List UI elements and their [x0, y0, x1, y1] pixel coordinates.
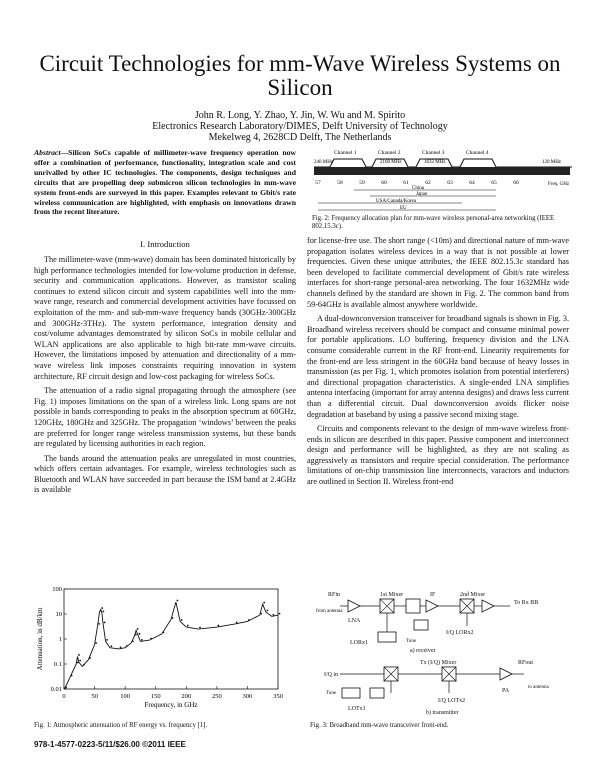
to-antenna-label: to antenna: [528, 685, 549, 690]
tune-label: Tune: [406, 639, 417, 644]
data-point: [236, 622, 238, 624]
y-tick-label: 100: [52, 586, 62, 593]
mixer2-label: 2nd Mixer: [460, 592, 486, 598]
x-tick-label: 200: [181, 693, 192, 700]
region-label: China: [412, 186, 424, 191]
x-tick-label: 50: [91, 693, 98, 700]
data-point: [65, 687, 67, 689]
data-point: [71, 675, 73, 677]
channel-label: Channel 1: [334, 150, 357, 156]
lo-vco-rx: [378, 632, 396, 642]
data-point: [78, 654, 80, 656]
data-point: [139, 633, 141, 635]
x-tick-label: 100: [120, 693, 131, 700]
channel-label: Channel 2: [378, 150, 401, 156]
freq-tick-label: 57: [315, 180, 321, 186]
lna-label: LNA: [348, 618, 361, 624]
data-point: [263, 602, 265, 604]
paragraph: The attenuation of a radio signal propagating through the atmosphere (see Fig. 1) imposes limitations on the span of a wireless link. Long spans are not possible in bands corresponding to peaks in the absorption spectrum at 60GHz, 120GHz, 180GHz and 325GHz. The propagation ‘windows’ between the peaks are preferred for longer range wireless transmission systems, but these bands are regulated by licensing authorities in each region.: [34, 386, 296, 449]
x-tick-label: 300: [242, 693, 253, 700]
data-point: [272, 614, 274, 616]
paper-title: Circuit Technologies for mm-Wave Wireless Systems on Silicon: [39, 51, 561, 100]
if-label: IF: [430, 592, 436, 598]
data-point: [135, 634, 137, 636]
rfout-label: RFout: [518, 660, 534, 666]
tx-mixer-label: Tx (I/Q) Mixer: [420, 660, 457, 666]
freq-tick-label: 64: [469, 180, 475, 186]
data-point: [110, 645, 112, 647]
divider-block: [414, 620, 428, 630]
x-tick-label: 0: [62, 693, 66, 700]
freq-tick-label: 59: [359, 180, 365, 186]
bw-label: 1632 MHz: [424, 160, 446, 165]
data-point: [106, 639, 108, 641]
abstract-text: —Silicon SoCs capable of millimeter-wave frequency operation now offer a combination of performance, functionality, integration scale and cost unrivalled by other IC technologies. The components, design techniques and circuits that are propelling deep submicron silicon technologies in mm-wave system front-ends are surveyed in this paper. Examples relevant to Gbit/s rate wireless communication are highlighted, with emphasis on innovations drawn from the recent literature.: [34, 148, 296, 217]
iq-lotx2-label: I/Q LOTx2: [438, 698, 466, 704]
bw-label: 2160 MHz: [380, 160, 402, 165]
tune-label: Tune: [326, 691, 337, 696]
data-point: [176, 600, 178, 602]
y-tick-label: 10: [55, 611, 62, 618]
fig3-caption: Fig. 3: Broadband mm-wave transceiver front-end.: [310, 722, 449, 729]
data-point: [279, 613, 281, 615]
data-point: [95, 642, 97, 644]
mixer1-label: 1st Mixer: [380, 592, 404, 598]
section-heading: I. Introduction: [140, 239, 190, 249]
data-point: [83, 664, 85, 666]
data-point: [217, 625, 219, 627]
data-point: [187, 625, 189, 627]
data-point: [77, 662, 79, 664]
data-point: [141, 639, 143, 641]
fig3-transceiver-diagram: [310, 588, 572, 720]
bb-amplifier: [482, 600, 494, 612]
abstract-label: Abstract: [34, 148, 61, 157]
affiliation: Electronics Research Laboratory/DIMES, Delft University of Technology: [152, 121, 448, 132]
data-point: [181, 619, 183, 621]
iq-lorx2-label: I/Q LORx2: [446, 630, 474, 636]
to-rx-bb-label: To Rx BB: [514, 600, 539, 606]
region-label: USA/Canada/Korea: [376, 199, 416, 204]
paragraph: The bands around the attenuation peaks are unregulated in most countries, which offers certain advantages. For example, wireless technologies such as Bluetooth and WLAN have succeeded in part because the ISM band at 2.4GHz is available: [34, 453, 296, 495]
data-point: [126, 645, 128, 647]
tx-divider-block: [370, 688, 384, 698]
pa-amplifier: [500, 668, 512, 680]
lo-vco-tx: [342, 688, 360, 698]
right-column: [307, 236, 569, 492]
x-tick-label: 250: [211, 693, 222, 700]
if-amplifier: [426, 600, 438, 612]
copyright-footer: 978-1-4577-0223-5/11/$26.00 ©2011 IEEE: [34, 740, 186, 749]
paragraph: for license-free use. The short range (<10m) and directional nature of mm-wave propagation isolates wireless devices in a way that is not possible at lower frequencies. Given these unique attributes, the IEEE 802.15.3c standard has been developed to facilitate commercial development of Gbit/s rate wireless interfaces for short-range personal-area networking. The four 1632MHz wide channels defined by the standard are shown in Fig. 2. The common band from 59-64GHz is available almost anywhere worldwide.: [307, 236, 569, 309]
region-label: Japan: [416, 192, 428, 197]
x-axis-label: Frequency, in GHz: [144, 701, 198, 709]
data-point: [172, 617, 174, 619]
data-point: [150, 638, 152, 640]
data-point: [120, 647, 122, 649]
paragraph: Circuits and components relevant to the design of mm-wave wireless front-ends in silicon are described in this paper. Passive component and interconnect design and performance will be highlighted, as they are not scaling as aggressively as transistors and require special consideration. The performance limitations of on-chip transmission line interconnects, varactors and inductors are outlined in Section II. Wireless front-end: [307, 424, 569, 487]
freq-tick-label: 65: [491, 180, 497, 186]
receiver-label: a) receiver: [410, 648, 436, 654]
y-tick-label: 1: [58, 636, 62, 643]
x-tick-label: 150: [150, 693, 161, 700]
address: Mekelweg 4, 2628CD Delft, The Netherlands: [208, 132, 392, 143]
abstract: [34, 148, 296, 217]
data-point: [101, 607, 103, 609]
freq-tick-label: 58: [337, 180, 343, 186]
y-axis-label: Attenuation, in dB/km: [36, 607, 44, 671]
lna-amplifier: [348, 600, 360, 612]
data-point: [162, 631, 164, 633]
fig1-caption: Fig. 1: Atmospheric attenuation of RF energy vs. frequency [1].: [34, 722, 208, 729]
region-label: EU: [400, 206, 407, 211]
channel-label: Channel 3: [422, 150, 445, 156]
data-point: [260, 613, 262, 615]
fig2-caption: Fig. 2: Frequency allocation plan for mm-wave wireless personal-area networking (IEEE 802.15.3c).: [312, 215, 555, 231]
data-point: [89, 657, 91, 659]
data-point: [199, 627, 201, 629]
pa-label: PA: [502, 688, 510, 694]
from-antenna-label: from antenna: [316, 609, 343, 614]
data-point: [79, 660, 81, 662]
fig1-attenuation-chart: [34, 585, 296, 717]
lotx1-label: LOTx1: [348, 706, 366, 712]
author-list: John R. Long, Y. Zhao, Y. Jin, W. Wu and M. Spirito: [194, 110, 406, 121]
data-point: [103, 611, 105, 613]
paragraph: A dual-downconversion transceiver for broadband signals is shown in Fig. 3. Broadband wireless receivers should be compact and consume minimal power for portable applications. LO buffering, frequency division and the LNA consume considerable current in the RF front-end. Linearity requirements for the front-end are less stringent in the 60GHz band because of heavy losses in transmission (as per Fig. 1, which promotes isolation from potential interferers) and directional propagation characteristics. A single-ended LNA simplifies antenna interfacing (important for array antenna designs) and draws less current than a differential circuit. Dual downconversion avoids flicker noise degradation at baseband by using a passive second mixing stage.: [307, 314, 569, 419]
data-point: [100, 610, 102, 612]
freq-tick-label: 62: [425, 180, 431, 186]
bandpass-filter: [406, 599, 420, 613]
freq-tick-label: 60: [381, 180, 387, 186]
freq-tick-label: 66: [513, 180, 519, 186]
channel-label: Channel 4: [466, 150, 489, 156]
attenuation-curve: [65, 602, 278, 689]
bw-label: 240 MHz: [314, 160, 334, 165]
y-tick-label: 0.1: [53, 661, 62, 668]
fig2-frequency-plan: [312, 148, 574, 214]
data-point: [132, 640, 134, 642]
freq-tick-label: 63: [447, 180, 453, 186]
iq-in-label: I/Q in: [324, 672, 339, 678]
plot-frame: [64, 589, 278, 689]
paragraph: The millimeter-wave (mm-wave) domain has been dominated historically by high performance technologies intended for low-volume production in defense, security and communication applications. However, as transistor scaling continues to extend silicon circuit and system capabilities well into the mm-wave range, research and commercial development activities have focussed on exploitation of the mm- and sub-mm-wave frequency bands (30GHz-300GHz and 300GHz-3THz). The system performance, integration density and cost/volume advantages demonstrated by silicon SoCs in mobile cellular and WLAN applications are also applicable to high bit-rate mm-wave circuits. However, the limitations imposed by attenuation and directionality of a mm-wave wireless link imposes constraints requiring innovation in system architecture, RF circuit design and low-cost packaging for wireless SoCs.: [34, 255, 296, 381]
lorx1-label: LORx1: [350, 640, 368, 646]
transmitter-label: b) transmitter: [426, 710, 459, 716]
data-point: [266, 610, 268, 612]
y-tick-label: 0.01: [50, 686, 62, 693]
data-point: [248, 619, 250, 621]
freq-unit: Freq. GHz: [548, 182, 570, 187]
left-column: [34, 255, 296, 500]
data-point: [104, 622, 106, 624]
band-bar: [314, 167, 570, 175]
x-tick-label: 350: [273, 693, 283, 700]
bw-label: 120 MHz: [542, 160, 562, 165]
author-block: [60, 110, 540, 143]
data-point: [98, 623, 100, 625]
freq-tick-label: 61: [403, 180, 409, 186]
rfin-label: RFin: [328, 592, 341, 598]
data-point: [137, 628, 139, 630]
